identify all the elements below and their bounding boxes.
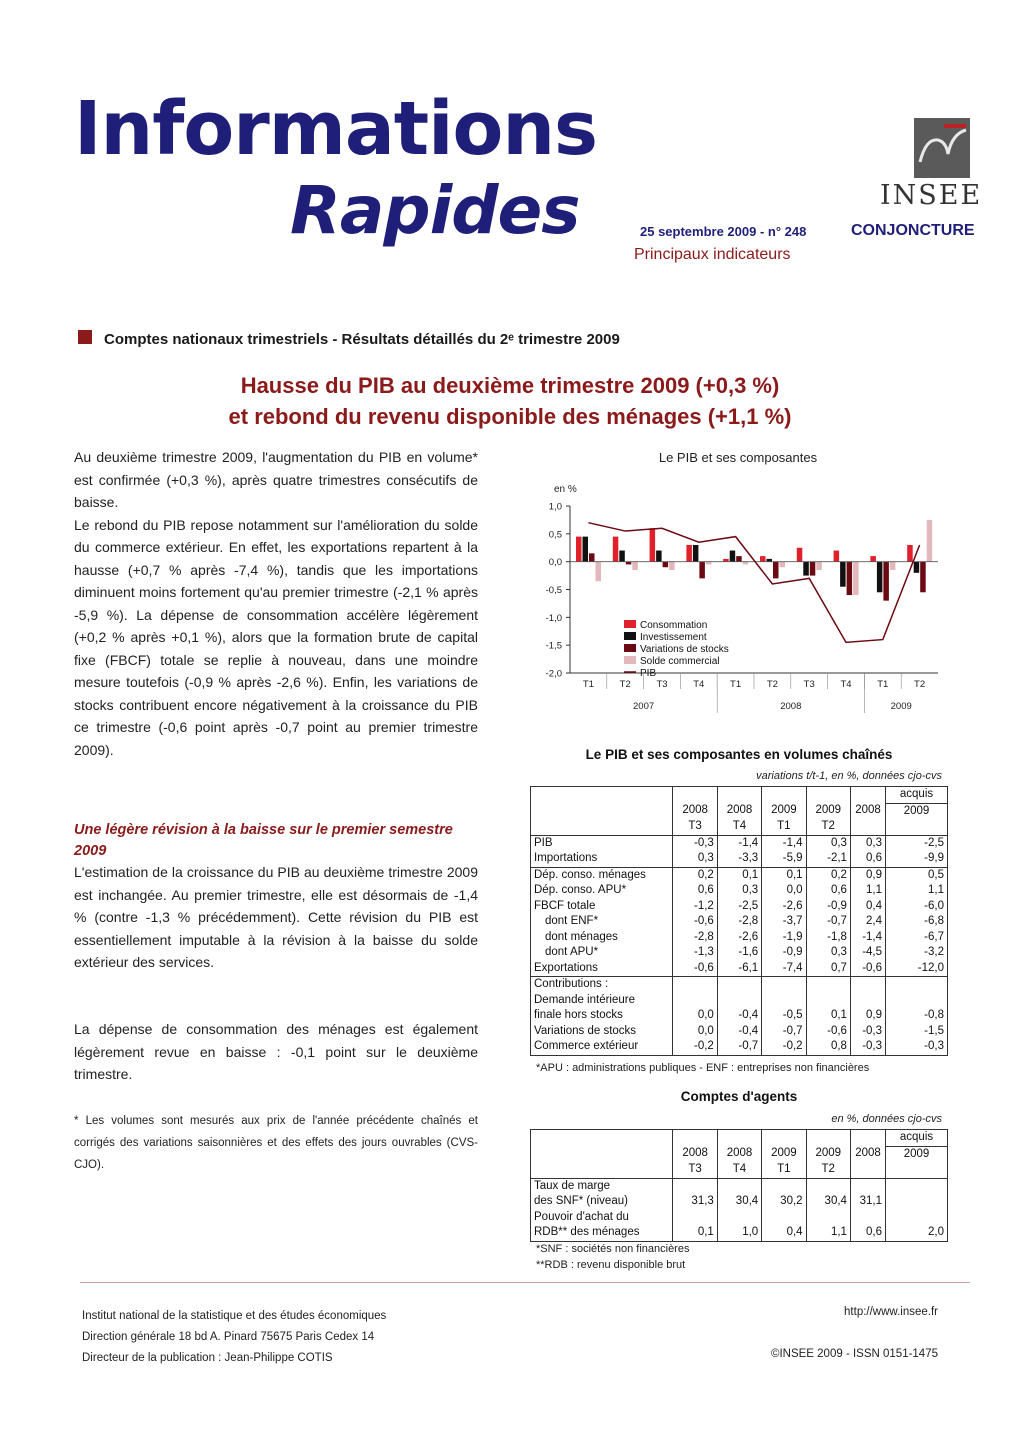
x-tick-label: T1	[730, 679, 742, 690]
row-label: Commerce extérieur	[531, 1039, 673, 1055]
bar-solde-commercial	[927, 520, 933, 562]
bar-investissement	[619, 551, 625, 562]
footer-divider	[80, 1282, 970, 1283]
table-cell	[762, 977, 806, 993]
table-cell: -3,2	[886, 945, 948, 961]
column-year-header: 2009	[762, 803, 806, 819]
table2-unit: en %, données cjo-cvs	[831, 1113, 942, 1125]
column-quarter-header: T3	[673, 819, 717, 835]
table-cell: -2,6	[717, 930, 761, 946]
table-cell: -2,6	[762, 899, 806, 915]
bar-variations-de-stocks	[699, 562, 705, 579]
table-cell: 0,4	[850, 899, 885, 915]
column-quarter-header: T3	[673, 1162, 717, 1178]
bar-investissement	[767, 559, 773, 562]
x-tick-label: T1	[877, 679, 889, 690]
bar-investissement	[656, 551, 662, 562]
table-row	[531, 1024, 948, 1040]
table-cell: -0,6	[673, 914, 717, 930]
bar-solde-commercial	[596, 562, 602, 581]
table-cell: 0,0	[762, 883, 806, 899]
table-cell	[717, 977, 761, 993]
legend-label: Variations de stocks	[640, 644, 729, 655]
table-row	[531, 835, 948, 851]
table-row	[531, 867, 948, 883]
row-label: Dép. conso. APU*	[531, 883, 673, 899]
column-quarter-header: T2	[806, 1162, 850, 1178]
table-cell	[762, 1210, 806, 1226]
bar-investissement	[877, 562, 883, 593]
footer-director: Directeur de la publication : Jean-Philippe COTIS	[82, 1352, 333, 1364]
table-cell: -12,0	[886, 961, 948, 977]
x-tick-label: T4	[693, 679, 705, 690]
table-cell	[806, 1210, 850, 1226]
bar-consommation	[613, 537, 619, 562]
table-cell	[806, 1178, 850, 1194]
row-label: Dép. conso. ménages	[531, 867, 673, 883]
bar-consommation	[650, 528, 656, 561]
table-cell: 1,1	[850, 883, 885, 899]
column-year-header: 2009	[886, 803, 948, 819]
table-cell: 0,6	[673, 883, 717, 899]
table1-title: Le PIB et ses composantes en volumes chaînés	[585, 747, 893, 762]
legend-swatch	[624, 644, 636, 652]
column-quarter-header: T1	[762, 819, 806, 835]
insee-logo-icon	[914, 118, 970, 178]
table-cell: 0,3	[850, 835, 885, 851]
table-cell: -0,7	[717, 1039, 761, 1055]
table1-unit: variations t/t-1, en %, données cjo-cvs	[756, 770, 942, 782]
table-cell: -0,7	[806, 914, 850, 930]
table-row	[531, 993, 948, 1009]
masthead-title: Informations	[74, 86, 598, 172]
paragraph-1: Au deuxième trimestre 2009, l'augmentation du PIB en volume* est confirmée (+0,3 %), après quatre trimestres consécutifs de baisse.	[74, 449, 478, 510]
bar-variations-de-stocks	[663, 562, 669, 568]
table-cell: 0,2	[673, 867, 717, 883]
table-cell: 0,8	[806, 1039, 850, 1055]
column-quarter-header	[850, 819, 885, 835]
masthead-subtitle: Rapides	[290, 172, 580, 249]
column-quarter-header	[886, 1162, 948, 1178]
bar-investissement	[914, 562, 920, 573]
table-cell: -6,8	[886, 914, 948, 930]
table-cell: 31,1	[850, 1194, 885, 1210]
table-cell: 0,6	[850, 851, 885, 867]
table-cell: 1,0	[717, 1225, 761, 1241]
bar-variations-de-stocks	[626, 562, 632, 565]
table-cell	[673, 993, 717, 1009]
table-cell: -3,3	[717, 851, 761, 867]
gdp-components-chart	[528, 470, 948, 720]
table-cell: -0,3	[850, 1024, 885, 1040]
table-cell: -7,4	[762, 961, 806, 977]
footer-org: Institut national de la statistique et des études économiques	[82, 1310, 387, 1322]
table-cell: -6,0	[886, 899, 948, 915]
table-cell: -1,9	[762, 930, 806, 946]
bar-consommation	[907, 545, 913, 562]
subheading: Une légère révision à la baisse sur le premier semestre 2009	[74, 822, 453, 859]
x-tick-label: T2	[766, 679, 778, 690]
y-tick-label: 1,0	[548, 501, 562, 513]
table-cell: 0,1	[673, 1225, 717, 1241]
table-cell: 0,9	[850, 1008, 885, 1024]
table-cell: 0,3	[806, 945, 850, 961]
legend-swatch	[624, 632, 636, 640]
table-cell: -0,6	[850, 961, 885, 977]
table-cell: 0,2	[806, 867, 850, 883]
legend-swatch	[624, 656, 636, 664]
table-cell: 0,0	[673, 1008, 717, 1024]
acquis-header: acquis	[886, 1130, 948, 1147]
table1-note: *APU : administrations publiques - ENF : entreprises non financières	[536, 1062, 870, 1074]
column-quarter-header	[850, 1162, 885, 1178]
bar-consommation	[760, 556, 766, 562]
table-cell: -0,7	[762, 1024, 806, 1040]
column-quarter-header: T4	[717, 819, 761, 835]
headline-line-2: et rebond du revenu disponible des ménages (+1,1 %)	[228, 404, 792, 429]
body-text-top	[74, 446, 478, 761]
bar-variations-de-stocks	[883, 562, 889, 601]
row-label: dont APU*	[531, 945, 673, 961]
table-cell: -6,7	[886, 930, 948, 946]
table-cell: -1,5	[886, 1024, 948, 1040]
table-cell: 0,7	[806, 961, 850, 977]
section-title: Comptes nationaux trimestriels - Résultats détaillés du 2ᵉ trimestre 2009	[104, 331, 620, 348]
table-cell: 30,4	[806, 1194, 850, 1210]
table-row	[531, 1039, 948, 1055]
x-tick-label: T3	[656, 679, 668, 690]
table-cell: 2,0	[886, 1225, 948, 1241]
row-label: dont ENF*	[531, 914, 673, 930]
y-tick-label: 0,5	[548, 529, 562, 541]
y-tick-label: -1,0	[545, 612, 562, 624]
table-cell	[886, 1178, 948, 1194]
acquis-header: acquis	[886, 787, 948, 804]
table-cell: -2,5	[886, 835, 948, 851]
table-cell: -0,2	[762, 1039, 806, 1055]
table-cell	[673, 1178, 717, 1194]
bar-consommation	[870, 556, 876, 562]
row-label: FBCF totale	[531, 899, 673, 915]
table-cell	[850, 1210, 885, 1226]
bar-consommation	[797, 548, 803, 562]
table-cell	[850, 1178, 885, 1194]
bar-variations-de-stocks	[810, 562, 816, 576]
table-cell: -2,8	[717, 914, 761, 930]
legend-label: Investissement	[640, 632, 707, 643]
bar-investissement	[840, 562, 846, 587]
table-cell: -0,8	[886, 1008, 948, 1024]
table-cell	[717, 1210, 761, 1226]
table-row	[531, 899, 948, 915]
row-label: PIB	[531, 835, 673, 851]
paragraph-4: La dépense de consommation des ménages est également légèrement revue en baisse : -0,1 point sur le deuxième trimestre.	[74, 1021, 478, 1082]
table-cell: 0,6	[850, 1225, 885, 1241]
table-cell: -5,9	[762, 851, 806, 867]
table-cell	[886, 993, 948, 1009]
table-row	[531, 1210, 948, 1226]
table-row	[531, 930, 948, 946]
table-cell: -1,4	[762, 835, 806, 851]
table2-note-1: *SNF : sociétés non financières	[536, 1243, 690, 1255]
column-quarter-header: T2	[806, 819, 850, 835]
table-cell: -0,3	[886, 1039, 948, 1055]
table-cell	[717, 993, 761, 1009]
table-cell: -2,5	[717, 899, 761, 915]
y-tick-label: -0,5	[545, 585, 562, 596]
legend-label: Consommation	[640, 620, 708, 631]
year-label: 2009	[890, 701, 912, 712]
row-label: Taux de marge	[531, 1178, 673, 1194]
row-label: Pouvoir d'achat du	[531, 1210, 673, 1226]
footer-info	[82, 1306, 386, 1369]
table-cell: -0,3	[673, 835, 717, 851]
row-label: Variations de stocks	[531, 1024, 673, 1040]
table-cell	[850, 977, 885, 993]
table-cell	[762, 993, 806, 1009]
table-cell: 0,3	[806, 835, 850, 851]
row-label: Contributions :	[531, 977, 673, 993]
x-tick-label: T3	[803, 679, 815, 690]
bar-investissement	[730, 551, 736, 562]
table-cell: 0,1	[762, 867, 806, 883]
issue-date: 25 septembre 2009 - n° 248	[640, 224, 807, 239]
table-cell	[886, 1194, 948, 1210]
bar-solde-commercial	[743, 562, 749, 565]
bar-solde-commercial	[853, 562, 859, 595]
table-cell	[850, 993, 885, 1009]
column-year-header: 2009	[886, 1146, 948, 1162]
table-cell: 1,1	[886, 883, 948, 899]
table-cell: 0,5	[886, 867, 948, 883]
table-cell: -2,8	[673, 930, 717, 946]
x-tick-label: T2	[619, 679, 631, 690]
table-cell: 0,1	[717, 867, 761, 883]
bar-variations-de-stocks	[589, 553, 595, 561]
table-cell: -0,9	[806, 899, 850, 915]
table-cell: 2,4	[850, 914, 885, 930]
legend-swatch	[624, 620, 636, 628]
table-cell	[673, 1210, 717, 1226]
table-cell	[673, 977, 717, 993]
table-cell: -3,7	[762, 914, 806, 930]
table-cell: -1,3	[673, 945, 717, 961]
table-cell: 31,3	[673, 1194, 717, 1210]
column-year-header: 2008	[673, 1146, 717, 1162]
table-cell: -4,5	[850, 945, 885, 961]
table-row	[531, 883, 948, 899]
bar-solde-commercial	[890, 562, 896, 570]
table-row	[531, 945, 948, 961]
table-row	[531, 961, 948, 977]
table-cell	[806, 993, 850, 1009]
year-label: 2008	[780, 701, 802, 712]
bar-consommation	[723, 559, 729, 562]
table-cell: -0,6	[806, 1024, 850, 1040]
table-row	[531, 914, 948, 930]
table-cell: -0,5	[762, 1008, 806, 1024]
table-cell: -1,2	[673, 899, 717, 915]
table-cell: 0,6	[806, 883, 850, 899]
column-year-header: 2008	[673, 803, 717, 819]
table-row	[531, 977, 948, 993]
x-tick-label: T4	[840, 679, 852, 690]
table-cell: -6,1	[717, 961, 761, 977]
bar-variations-de-stocks	[773, 562, 779, 579]
bar-investissement	[803, 562, 809, 576]
bar-investissement	[693, 545, 699, 562]
row-label: Importations	[531, 851, 673, 867]
table-cell: -1,4	[717, 835, 761, 851]
table-cell: -0,6	[673, 961, 717, 977]
column-year-header: 2009	[806, 1146, 850, 1162]
y-tick-label: 0,0	[548, 557, 562, 569]
y-tick-label: -1,5	[545, 640, 562, 652]
footer-address: Direction générale 18 bd A. Pinard 75675 Paris Cedex 14	[82, 1331, 375, 1343]
table-cell: 0,3	[717, 883, 761, 899]
x-tick-label: T2	[914, 679, 926, 690]
column-year-header: 2008	[850, 803, 885, 819]
table-row	[531, 1194, 948, 1210]
column-year-header: 2008	[717, 1146, 761, 1162]
bar-solde-commercial	[669, 562, 675, 570]
table-cell: -0,4	[717, 1024, 761, 1040]
x-tick-label: T1	[582, 679, 594, 690]
table-cell: -0,2	[673, 1039, 717, 1055]
column-year-header: 2009	[806, 803, 850, 819]
column-quarter-header: T1	[762, 1162, 806, 1178]
table-cell: 0,0	[673, 1024, 717, 1040]
table-row	[531, 1178, 948, 1194]
paragraph-3: L'estimation de la croissance du PIB au deuxième trimestre 2009 est inchangée. Au premier trimestre, elle est désormais de -1,4 % (contre -1,3 % précédemment). Cette révision du PIB est essentiellement imputable à la révision à la baisse du solde extérieur des services.	[74, 864, 478, 970]
table-cell	[886, 977, 948, 993]
table-cell	[762, 1178, 806, 1194]
table-cell: -1,4	[850, 930, 885, 946]
footer-url[interactable]: http://www.insee.fr	[844, 1306, 938, 1318]
headline-line-1: Hausse du PIB au deuxième trimestre 2009 (+0,3 %)	[240, 373, 780, 398]
bar-consommation	[576, 537, 582, 562]
row-label: Demande intérieure	[531, 993, 673, 1009]
table-row	[531, 851, 948, 867]
table-cell: 0,9	[850, 867, 885, 883]
column-year-header: 2009	[762, 1146, 806, 1162]
category-label: Principaux indicateurs	[634, 246, 791, 263]
column-year-header: 2008	[850, 1146, 885, 1162]
paragraph-2: Le rebond du PIB repose notamment sur l'amélioration du solde du commerce extérieur. En effet, les exportations repartent à la hausse (+0,7 % après -7,4 %), tandis que les importations diminuent moins fortement qu'au premier trimestre (-2,1 % après -5,9 %). La dépense de consommation accélère légèrement (+0,2 % après +0,1 %), alors que la formation brute de capital fixe (FBCF) totale se replie à nouveau, dans une moindre mesure toutefois (-0,9 % après -2,6 %). Enfin, les variations de stocks contribuent encore négativement à la croissance du PIB ce trimestre (-0,6 point après -0,7 point au premier trimestre 2009).	[74, 516, 478, 758]
table-cell: 30,2	[762, 1194, 806, 1210]
table-row	[531, 1008, 948, 1024]
table-row	[531, 1225, 948, 1241]
table-cell: 0,3	[673, 851, 717, 867]
insee-wordmark: INSEE	[880, 180, 983, 211]
legend-label: Solde commercial	[640, 656, 720, 667]
row-label: dont ménages	[531, 930, 673, 946]
bar-variations-de-stocks	[920, 562, 926, 593]
gdp-components-table	[530, 786, 948, 1056]
year-label: 2007	[633, 701, 655, 712]
bar-consommation	[686, 545, 692, 562]
table-cell: 1,1	[806, 1225, 850, 1241]
table-cell: -1,8	[806, 930, 850, 946]
row-label: finale hors stocks	[531, 1008, 673, 1024]
table-cell: 0,1	[806, 1008, 850, 1024]
bar-variations-de-stocks	[847, 562, 853, 595]
chart-title: Le PIB et ses composantes	[658, 450, 818, 465]
table-cell: -0,4	[717, 1008, 761, 1024]
section-bullet-icon	[78, 330, 92, 344]
table-cell: -2,1	[806, 851, 850, 867]
table-cell: 30,4	[717, 1194, 761, 1210]
table-cell: -0,9	[762, 945, 806, 961]
accounts-table	[530, 1129, 948, 1242]
table2-title: Comptes d'agents	[680, 1089, 798, 1104]
table-cell: -1,6	[717, 945, 761, 961]
footnote: * Les volumes sont mesurés aux prix de l'année précédente chaînés et corrigés des variations saisonnières et des effets des jours ouvrables (CVS-CJO).	[74, 1115, 478, 1171]
bar-variations-de-stocks	[736, 556, 742, 562]
y-axis-unit: en %	[554, 484, 577, 495]
bar-solde-commercial	[632, 562, 638, 570]
table2-note-2: **RDB : revenu disponible brut	[536, 1259, 686, 1271]
column-quarter-header	[886, 819, 948, 835]
row-label: RDB** des ménages	[531, 1225, 673, 1241]
row-label: Exportations	[531, 961, 673, 977]
bar-consommation	[834, 551, 840, 562]
y-tick-label: -2,0	[545, 668, 562, 680]
bar-investissement	[583, 537, 589, 562]
table-cell	[886, 1210, 948, 1226]
footer-copyright: ©INSEE 2009 - ISSN 0151-1475	[770, 1348, 938, 1360]
row-label: des SNF* (niveau)	[531, 1194, 673, 1210]
bar-solde-commercial	[780, 562, 786, 568]
table-cell: -0,3	[850, 1039, 885, 1055]
column-quarter-header: T4	[717, 1162, 761, 1178]
series-label: CONJONCTURE	[851, 222, 975, 239]
bar-solde-commercial	[816, 562, 822, 570]
headline	[120, 370, 900, 432]
table-cell	[806, 977, 850, 993]
column-year-header: 2008	[717, 803, 761, 819]
table-cell: -9,9	[886, 851, 948, 867]
table-cell	[717, 1178, 761, 1194]
legend-label: PIB	[640, 668, 657, 679]
table-cell: 0,4	[762, 1225, 806, 1241]
bar-solde-commercial	[706, 562, 712, 565]
